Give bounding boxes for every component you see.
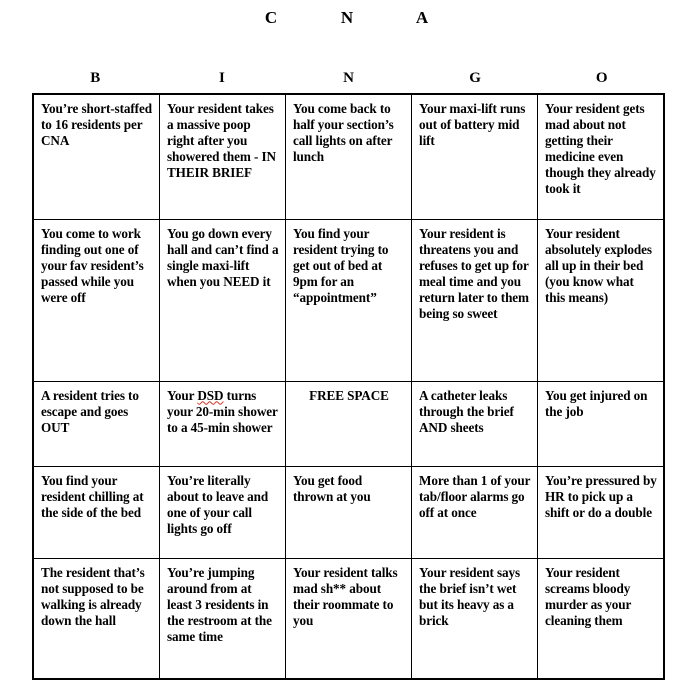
bingo-cell-text: Your resident is threatens you and refuses to get up for meal time and you return later to them being so sweet (419, 225, 533, 321)
bingo-cell-text: Your maxi-lift runs out of battery mid lift (419, 101, 529, 149)
bingo-cell[interactable] (412, 219, 538, 381)
bingo-cell-text: You get injured on the job (545, 387, 651, 419)
bingo-cell[interactable] (412, 94, 538, 219)
bingo-row (33, 466, 664, 558)
bingo-cell[interactable] (285, 558, 411, 679)
bingo-cell-text: You come to work finding out one of your fav resident’s passed while you were off (41, 225, 147, 305)
bingo-cell-text: You get food thrown at you (292, 472, 371, 504)
bingo-cell-text: Your resident talks mad sh** about their roommate to you (292, 564, 401, 628)
bingo-row (33, 94, 664, 219)
bingo-cell-text: Your resident screams bloody murder as your cleaning them (545, 564, 635, 628)
bingo-cell[interactable] (412, 466, 538, 558)
column-header-g: G (469, 70, 481, 86)
bingo-cell-text: Your DSD turns your 20-min shower to a 45-min shower (166, 387, 281, 435)
bingo-cell[interactable] (538, 466, 664, 558)
bingo-cell[interactable] (33, 381, 159, 466)
bingo-cell-text: You go down every hall and can’t find a single maxi-lift when you NEED it (166, 225, 282, 289)
bingo-row (33, 558, 664, 679)
column-header-n: N (343, 70, 354, 86)
bingo-cell-text: Your resident absolutely explodes all up in their bed (you know what this means) (545, 225, 656, 305)
column-header-o: O (595, 70, 608, 86)
column-header-b: B (90, 70, 101, 86)
page-title-letter-n: N (340, 8, 354, 27)
bingo-cell[interactable] (538, 219, 664, 381)
bingo-cell[interactable] (159, 558, 285, 679)
bingo-cell[interactable] (159, 94, 285, 219)
bingo-cell-text: More than 1 of your tab/floor alarms go off at once (419, 472, 534, 520)
bingo-cell-text: You’re literally about to leave and one of your call lights go off (166, 472, 272, 536)
bingo-cell[interactable] (33, 219, 159, 381)
bingo-cell-text: You’re jumping around from at least 3 residents in the restroom at the same time (166, 564, 276, 644)
bingo-cell[interactable] (159, 466, 285, 558)
bingo-cell[interactable] (285, 219, 411, 381)
bingo-cell-text: You’re pressured by HR to pick up a shift or do a double (545, 472, 660, 520)
bingo-grid (32, 93, 665, 680)
bingo-cell[interactable] (285, 466, 411, 558)
spellcheck-underlined-word: DSD (197, 387, 224, 403)
bingo-cell[interactable] (538, 381, 664, 466)
bingo-row (33, 219, 664, 381)
bingo-cell-text: Your resident says the brief isn’t wet but its heavy as a brick (419, 564, 524, 628)
bingo-cell-text: You’re short-staffed to 16 residents per CNA (41, 101, 156, 149)
bingo-cell-free-space[interactable] (285, 381, 411, 466)
bingo-cell-text: You come back to half your section’s call lights on after lunch (292, 101, 397, 165)
column-header-i: I (218, 70, 225, 86)
bingo-cell[interactable] (285, 94, 411, 219)
bingo-cell-text: You find your resident chilling at the side of the bed (41, 472, 147, 520)
page-title-letter-a: A (415, 8, 429, 27)
bingo-cell[interactable] (33, 558, 159, 679)
bingo-cell[interactable] (33, 94, 159, 219)
page-title (0, 8, 693, 36)
bingo-cell-text: Your resident takes a massive poop right after you showered them - IN THEIR BRIEF (166, 101, 279, 181)
bingo-cell[interactable] (33, 466, 159, 558)
bingo-row (33, 381, 664, 466)
bingo-cell[interactable] (412, 558, 538, 679)
bingo-cell-text: You find your resident trying to get out of bed at 9pm for an “appointment” (292, 225, 392, 305)
bingo-cell-dsd[interactable] (159, 381, 285, 466)
bingo-cell-text: The resident that’s not supposed to be walking is already down the hall (41, 564, 148, 628)
bingo-cell[interactable] (538, 94, 664, 219)
bingo-cell-text: A catheter leaks through the brief AND sheets (419, 387, 517, 435)
bingo-grid-body (33, 94, 664, 679)
bingo-cell[interactable] (159, 219, 285, 381)
bingo-cell[interactable] (538, 558, 664, 679)
bingo-cell-text: Your resident gets mad about not getting their medicine even though they already took it (545, 101, 659, 197)
bingo-cell-text: A resident tries to escape and goes OUT (41, 387, 143, 435)
bingo-column-headers (32, 68, 665, 88)
bingo-cell-text: FREE SPACE (309, 387, 389, 403)
bingo-cell[interactable] (412, 381, 538, 466)
page-title-letter-c: C (264, 8, 278, 27)
